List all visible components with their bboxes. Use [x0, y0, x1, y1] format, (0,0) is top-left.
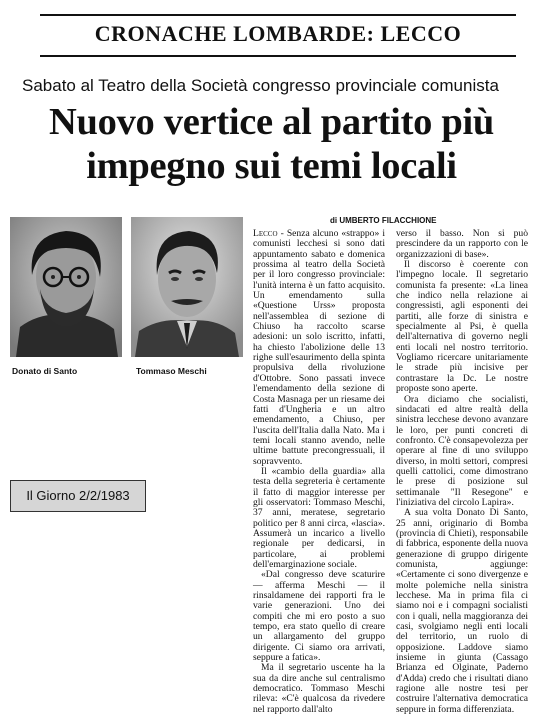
portrait-photo-meschi	[131, 217, 243, 357]
article-paragraph: Ora diciamo che socialisti, sindacati ed altre realtà della sinistra lecchese devono avanzare le loro, per punti concreti di confronto. C'è consapevolezza per operare al fine di uno sviluppo diverso, in molti settori, compresi quelli cattolici, come dimostrano le prese di posizione sul settimanale "Il Resegone" e l'iniziativa del circolo Lapira».	[396, 393, 528, 508]
headline-line-1: Nuovo vertice al partito più	[49, 101, 494, 143]
article-paragraph: Lecco - Senza alcuno «strappo» i comunisti lecchesi si sono dati appuntamento sabato e domenica prossima al teatro della Società per il loro congresso provinciale: l'unità interna è un fatto acquisito. Un emendamento sulla «Questione Urss» proposta nell'assemblea di sezione di Chiuso ha raccolto scarse adesioni: un solo iscritto, infatti, ha chiesto l'abolizione delle 13 righe sull'esaurimento della spinta propulsiva della rivoluzione d'Ottobre. Sono passati invece l'emendamento della sezione di Costa Masnaga per un riesame dei fatti d'Ungheria e un altro emendamento, a Chiuso, per l'uscita dell'Italia dalla Nato. Ma i temi locali stanno avendo, nelle ultime battute precongressuali, il sopravvento.	[253, 228, 385, 467]
headline-line-2: impegno sui temi locali	[86, 145, 457, 187]
article-paragraph: Ma il segretario uscente ha la sua da dire anche sul centralismo democratico. Tommaso Meschi rileva: «C'è qualcosa da rivedere nel rapporto dall'alto	[253, 662, 385, 715]
dateline-place: Lecco	[253, 228, 278, 239]
article-column-1	[253, 228, 385, 715]
article-paragraph: Il discorso è coerente con l'impegno locale. Il segretario comunista fa presente: «La linea che indico nella relazione ai congressisti, agli esponenti dei partiti, alle forze di sinistra e specialmente al Psi, è quella dell'alternativa di governo negli enti locali nel nostro territorio. Vogliamo ricercare unitariamente le strade più incisive per contrastare la Dc. Le nostre proposte sono aperte.	[396, 259, 528, 395]
section-title: CRONACHE LOMBARDE: LECCO	[94, 21, 462, 46]
source-label: Il Giorno 2/2/1983	[10, 480, 146, 512]
article-paragraph: A sua volta Donato Di Santo, 25 anni, originario di Bomba (provincia di Chieti), responsabile di fabbrica, esponente della nuova generazione di gruppo dirigente comunista, aggiunge: «Certamente ci sono divergenze e molte polemiche nella sinistra lecchese. Ma in prima fila ci siamo noi e i compagni socialisti con i quali, nella maggioranza dei casi, svolgiamo negli enti locali del territorio, un ruolo di opposizione. Laddove siamo insieme in giunta (Cassago Brianza ed Olginate, Paderno d'Adda) credo che i risultati diano ragione alle nostre tesi per costruire l'alternativa democratica seppure in forma differenziata.	[396, 507, 528, 715]
article-column-2	[396, 228, 528, 715]
article-paragraph: verso il basso. Non si può prescindere da un rapporto con le organizzazioni di base».	[396, 228, 528, 260]
article-headline	[10, 100, 533, 188]
section-rule	[40, 55, 516, 57]
top-rule	[40, 14, 516, 16]
photo-caption-di-santo: Donato di Santo	[12, 366, 78, 376]
photo-caption-meschi: Tommaso Meschi	[136, 366, 207, 376]
article-paragraph: Il «cambio della guardia» alla testa della segreteria è certamente il fatto di maggior interesse per gli osservatori: Tommaso Meschi, 37 anni, meratese, segretario politico per 8 anni circa, «lascia». Assumerà un incarico a livello regionale per dedicarsi, in particolare, ai problemi dell'emarginazione sociale.	[253, 465, 385, 570]
article-paragraph: «Dal congresso deve scaturire — afferma Meschi — il rinsaldamene dei rapporti fra le varie generazioni. Uno dei compiti che mi ero posto a suo tempo, era stato quello di creare un allargamento del gruppo dirigente. Ci siamo ora arrivati, seppure a fatica».	[253, 569, 385, 664]
byline: di UMBERTO FILACCHIONE	[330, 216, 437, 225]
article-kicker: Sabato al Teatro della Società congresso provinciale comunista	[22, 76, 499, 95]
portrait-photo-di-santo	[10, 217, 122, 357]
